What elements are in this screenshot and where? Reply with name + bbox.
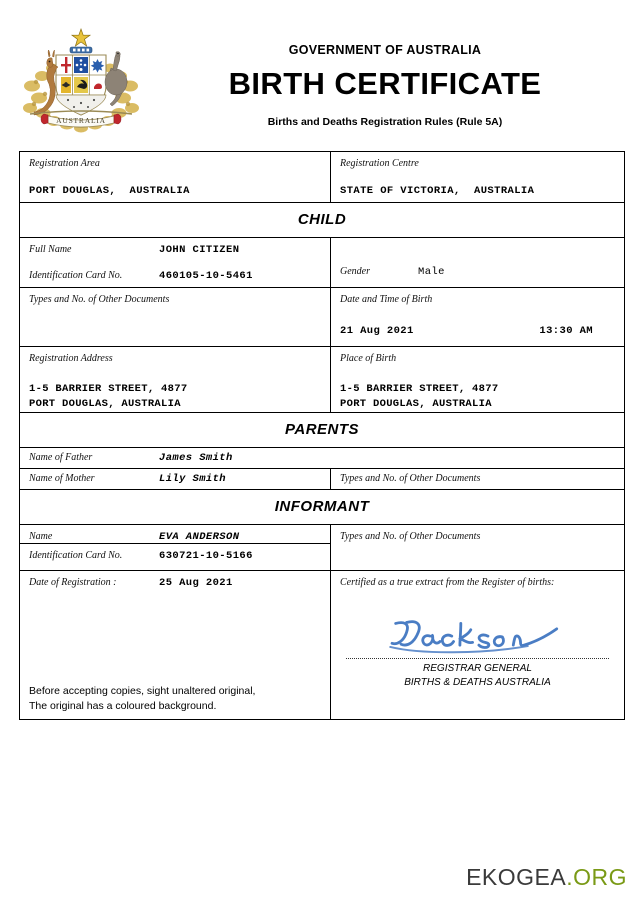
cell-child-name-id — [20, 238, 331, 288]
copy-notice-line2: The original has a coloured background. — [29, 699, 217, 712]
informant-other-docs-label: Types and No. of Other Documents — [340, 531, 481, 542]
table-row-informant-details — [20, 525, 625, 571]
mother-label: Name of Mother — [29, 473, 95, 484]
page-title: BIRTH CERTIFICATE — [228, 66, 542, 101]
table-row-informant-header — [20, 490, 625, 525]
informant-name-value: EVA ANDERSON — [159, 531, 240, 543]
informant-id-card-label: Identification Card No. — [29, 550, 123, 561]
child-id-card-value: 460105-10-5461 — [159, 270, 253, 282]
registration-centre-label: Registration Centre — [340, 158, 419, 169]
watermark-name: EKOGEA — [466, 864, 567, 890]
registrar-title-line2: BIRTHS & DEATHS AUSTRALIA — [404, 677, 551, 688]
registration-area-label: Registration Area — [29, 158, 100, 169]
australian-coat-of-arms-icon — [12, 24, 150, 140]
cell-child-gender — [331, 238, 625, 288]
table-row-addresses — [20, 347, 625, 413]
table-row-child-name — [20, 238, 625, 288]
gender-value: Male — [418, 266, 445, 278]
section-header-parents: PARENTS — [284, 421, 360, 438]
gender-label: Gender — [340, 266, 370, 277]
svg-text:AUSTRALIA: AUSTRALIA — [56, 116, 106, 125]
dob-time-value: 13:30 AM — [539, 325, 593, 337]
cell-mother — [20, 469, 331, 490]
cell-informant-section — [20, 490, 625, 525]
cell-place-of-birth — [331, 347, 625, 413]
table-row-parents-header — [20, 413, 625, 448]
registration-centre-value: STATE OF VICTORIA, AUSTRALIA — [340, 185, 535, 197]
copy-notice-line1: Before accepting copies, sight unaltered original, — [29, 684, 256, 697]
table-row-father — [20, 448, 625, 469]
certificate-table — [19, 151, 625, 720]
table-row-child-header — [20, 203, 625, 238]
cell-informant-name-id — [20, 525, 331, 571]
table-row-mother — [20, 469, 625, 490]
registration-address-line2: PORT DOUGLAS, AUSTRALIA — [29, 398, 181, 411]
mother-value: Lily Smith — [159, 473, 227, 485]
registration-address-label: Registration Address — [29, 353, 113, 364]
header-text-block — [150, 0, 620, 128]
child-id-card-label: Identification Card No. — [29, 270, 123, 281]
date-of-registration-value: 25 Aug 2021 — [159, 577, 233, 589]
signature-line — [346, 658, 609, 659]
registrar-signature — [340, 614, 615, 658]
informant-id-card-value: 630721-10-5166 — [159, 550, 253, 562]
cell-child-date-time-birth — [331, 288, 625, 347]
informant-name-label: Name — [29, 531, 53, 542]
cell-registration-area — [20, 152, 331, 203]
section-header-child: CHILD — [297, 211, 347, 228]
cell-registration-address — [20, 347, 331, 413]
cell-registration-centre — [331, 152, 625, 203]
cell-child-section — [20, 203, 625, 238]
table-row-registration — [20, 152, 625, 203]
registration-address-line1: 1-5 BARRIER STREET, 4877 — [29, 383, 188, 395]
cell-date-of-registration — [20, 571, 331, 720]
place-of-birth-line1: 1-5 BARRIER STREET, 4877 — [340, 383, 499, 395]
copy-notice — [29, 684, 321, 714]
date-of-registration-label: Date of Registration : — [29, 577, 117, 588]
father-label: Name of Father — [29, 452, 93, 463]
watermark-tld: .ORG — [566, 864, 627, 890]
section-header-informant: INFORMANT — [274, 498, 370, 515]
place-of-birth-line2: PORT DOUGLAS, AUSTRALIA — [340, 398, 492, 411]
cell-father — [20, 448, 625, 469]
site-watermark — [466, 864, 627, 891]
registrar-caption — [340, 662, 615, 690]
full-name-label: Full Name — [29, 244, 72, 255]
place-of-birth-label: Place of Birth — [340, 353, 397, 364]
rule-subtitle: Births and Deaths Registration Rules (Rule 5A) — [267, 115, 503, 128]
cell-parents-section — [20, 413, 625, 448]
certificate-header — [0, 0, 643, 148]
government-line: GOVERNMENT OF AUSTRALIA — [288, 43, 482, 57]
cell-informant-other-documents — [331, 525, 625, 571]
registrar-title-line1: REGISTRAR GENERAL — [423, 663, 532, 674]
certified-label: Certified as a true extract from the Register of births: — [340, 577, 555, 588]
table-row-child-docs-dob — [20, 288, 625, 347]
table-row-footer — [20, 571, 625, 720]
cell-parents-other-documents — [331, 469, 625, 490]
parents-other-docs-label: Types and No. of Other Documents — [340, 473, 481, 484]
cell-certification — [331, 571, 625, 720]
cell-child-other-documents — [20, 288, 331, 347]
dob-date-value: 21 Aug 2021 — [340, 325, 414, 337]
father-value: James Smith — [159, 452, 233, 464]
child-other-docs-label: Types and No. of Other Documents — [29, 294, 170, 305]
full-name-value: JOHN CITIZEN — [159, 244, 240, 256]
dob-label: Date and Time of Birth — [340, 294, 433, 305]
registration-area-value: PORT DOUGLAS, AUSTRALIA — [29, 185, 190, 197]
